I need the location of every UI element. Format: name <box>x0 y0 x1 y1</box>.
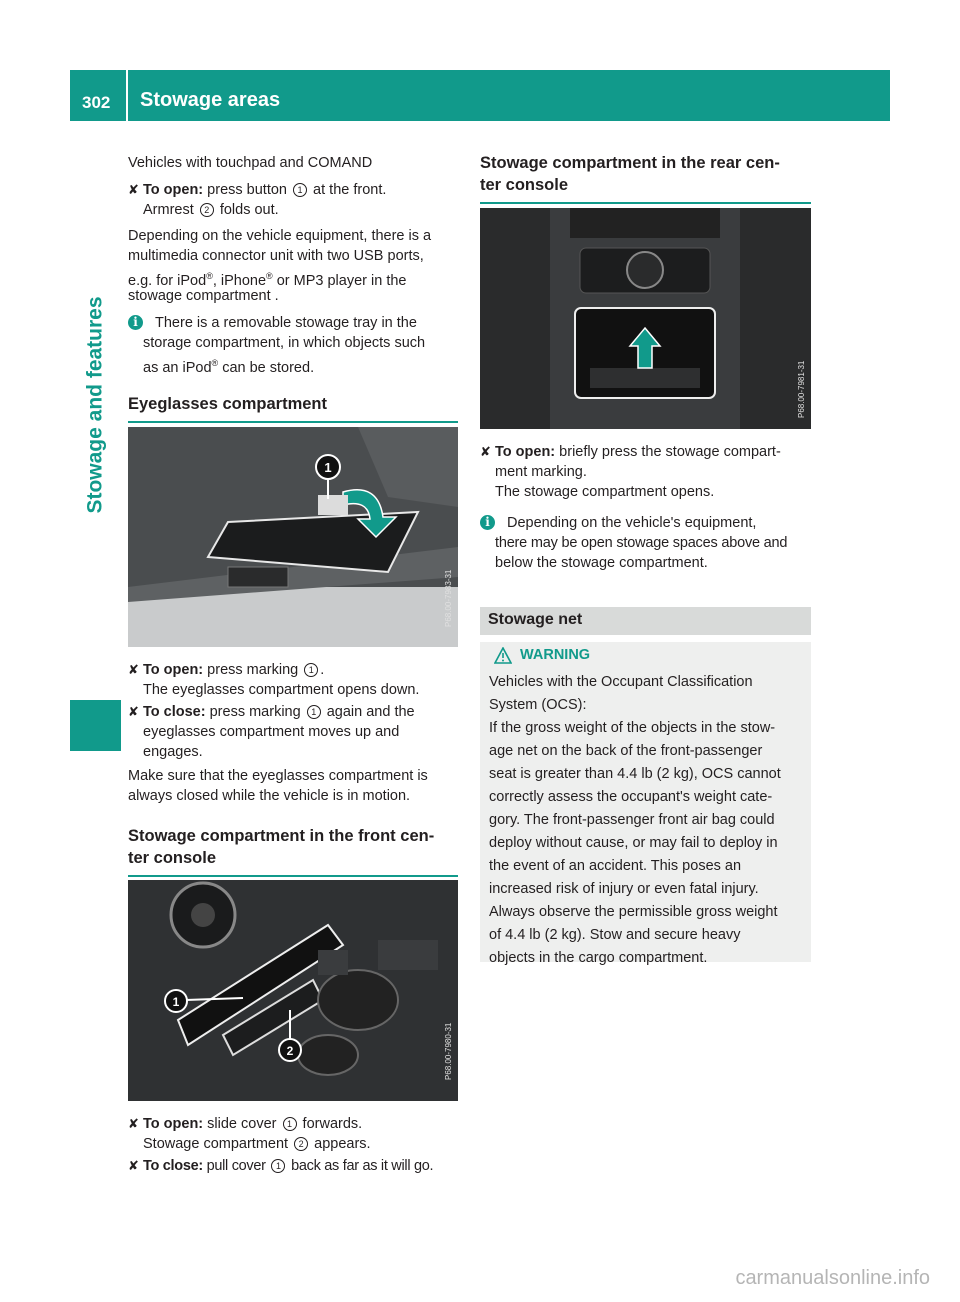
rear-console-photo-code: P68.00-7981-31 <box>797 360 806 418</box>
callout-1-icon: 1 <box>293 183 307 197</box>
eye-open-line2: The eyeglasses compartment opens down. <box>143 682 420 698</box>
front-console-photo <box>128 880 458 1101</box>
warning-label: WARNING <box>520 647 591 663</box>
eye-open-line: To open: press marking 1 . <box>143 662 325 678</box>
eyeglasses-photo <box>128 427 458 647</box>
warn-p2-line4: correctly assess the occupant's weight cate- <box>489 789 773 805</box>
usb-line2: multimedia connector unit with two USB ports, <box>128 248 424 264</box>
callout-1-icon: 1 <box>271 1159 285 1173</box>
front-close-line: To close: pull cover 1 back as far as it will go. <box>143 1158 434 1174</box>
section-title: Stowage areas <box>140 89 281 111</box>
eye-close-line3: engages. <box>143 744 203 760</box>
rear-open-line2: ment marking. <box>495 464 587 480</box>
bullet-arrow-icon: ✘ <box>128 1116 139 1131</box>
stowage-net-heading: Stowage net <box>488 611 583 628</box>
bullet-arrow-icon: ✘ <box>128 1158 139 1173</box>
info1-line2: storage compartment, in which objects such <box>143 335 426 351</box>
warn-p2-line2: age net on the back of the front-passenger <box>489 743 763 759</box>
warn-p1-line2: System (OCS): <box>489 697 587 713</box>
eyeglasses-photo-code: P68.00-7983-31 <box>444 569 453 627</box>
eye-close-line: To close: press marking 1 again and the <box>143 704 415 720</box>
bullet-arrow-icon: ✘ <box>128 704 139 719</box>
warning-icon <box>494 647 512 665</box>
info-icon: i <box>128 315 143 330</box>
bullet-arrow-icon: ✘ <box>128 182 139 197</box>
rear-open-line: To open: briefly press the stowage compart- <box>495 444 781 460</box>
svg-text:1: 1 <box>172 995 180 1009</box>
open1-line2: Armrest 2 folds out. <box>143 202 279 218</box>
warn-p2-line3: seat is greater than 4.4 lb (2 kg), OCS cannot <box>489 766 781 782</box>
side-label-text: Stowage and features <box>83 296 107 514</box>
front-console-photo-code: P68.00-7980-31 <box>444 1022 453 1080</box>
eye-close-line2: eyeglasses compartment moves up and <box>143 724 400 740</box>
usb-line1: Depending on the vehicle equipment, there is a <box>128 228 432 244</box>
eyeglasses-heading: Eyeglasses compartment <box>128 393 458 423</box>
side-label <box>70 125 121 685</box>
warn-p2-line8: increased risk of injury or even fatal injury. <box>489 881 759 897</box>
info-icon: i <box>480 515 495 530</box>
warn-p2-line5: gory. The front-passenger front air bag could <box>489 812 775 828</box>
callout-2-icon: 2 <box>200 203 214 217</box>
rear-open-line3: The stowage compartment opens. <box>495 484 715 500</box>
page-number: 302 <box>82 93 111 112</box>
warn-p3-line3: objects in the cargo compartment. <box>489 950 708 966</box>
front-console-heading: Stowage compartment in the front cen- ter console <box>128 825 458 877</box>
callout-1-icon: 1 <box>283 1117 297 1131</box>
warn-p2-line7: the event of an accident. This poses an <box>489 858 742 874</box>
info1-line1: There is a removable stowage tray in the <box>155 315 417 331</box>
rear-console-photo <box>480 208 811 429</box>
side-tab <box>70 700 121 751</box>
info2-line1: Depending on the vehicle's equipment, <box>507 515 757 531</box>
front-console-photo-svg <box>128 880 458 1101</box>
intro-line: Vehicles with touchpad and COMAND <box>128 155 373 171</box>
header-divider <box>126 70 128 121</box>
warn-p1-line1: Vehicles with the Occupant Classification <box>489 674 753 690</box>
front-open-line2: Stowage compartment 2 appears. <box>143 1136 371 1152</box>
callout-2-icon: 2 <box>294 1137 308 1151</box>
warn-p3-line2: of 4.4 lb (2 kg). Stow and secure heavy <box>489 927 741 943</box>
rear-console-heading: Stowage compartment in the rear cen- ter console <box>480 152 811 204</box>
eyeglasses-photo-svg <box>128 427 458 647</box>
eye-make-line1: Make sure that the eyeglasses compartment is <box>128 768 428 784</box>
svg-text:1: 1 <box>324 460 332 475</box>
info1-line3: as an iPod® can be stored. <box>143 358 315 376</box>
bullet-arrow-icon: ✘ <box>480 444 491 459</box>
callout-1-icon: 1 <box>307 705 321 719</box>
front-open-line: To open: slide cover 1 forwards. <box>143 1116 363 1132</box>
usb-line3: e.g. for iPod®, iPhone® or MP3 player in the <box>128 271 407 289</box>
warn-p3-line1: Always observe the permissible gross weight <box>489 904 778 920</box>
info2-line2: there may be open stowage spaces above and <box>495 535 788 551</box>
callout-1-icon: 1 <box>304 663 318 677</box>
open1-line: To open: press button 1 at the front. <box>143 182 387 198</box>
usb-line4: stowage compartment . <box>128 288 279 304</box>
svg-text:2: 2 <box>286 1044 294 1058</box>
bullet-arrow-icon: ✘ <box>128 662 139 677</box>
rear-console-photo-svg <box>480 208 811 429</box>
eye-make-line2: always closed while the vehicle is in motion. <box>128 788 411 804</box>
footer-site[interactable]: carmanualsonline.info <box>735 1267 930 1289</box>
warn-p2-line1: If the gross weight of the objects in the stow- <box>489 720 776 736</box>
warn-p2-line6: deploy without cause, or may fail to deploy in <box>489 835 778 851</box>
info2-line3: below the stowage compartment. <box>495 555 708 571</box>
